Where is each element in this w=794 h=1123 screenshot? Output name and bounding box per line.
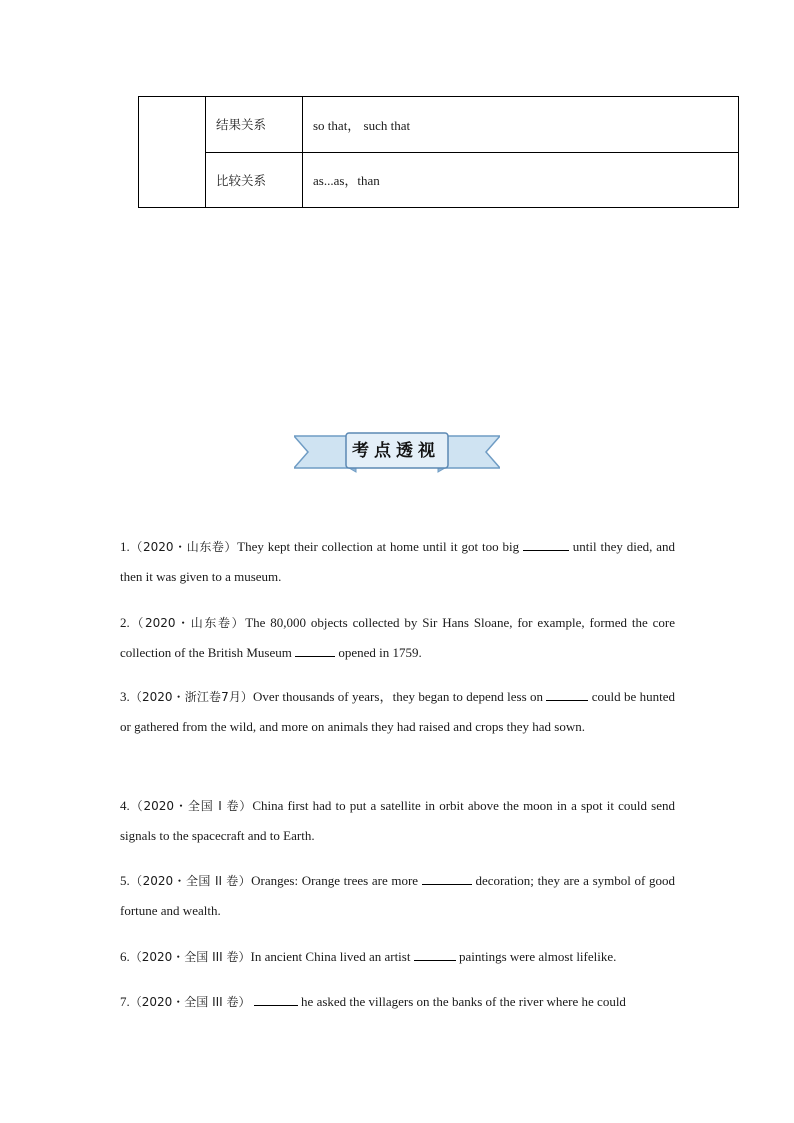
question-text: In ancient China lived an artist	[250, 949, 411, 964]
question-text: China first had to put a satellite in orbit above the moon in a spot	[252, 798, 603, 813]
question-text: The 80,000 objects collected by Sir Hans Sloane, for example, formed the core collection of the British Museum	[120, 615, 676, 660]
table-blank-cell	[139, 97, 206, 208]
words-cell: as...as，than	[303, 152, 739, 208]
question-2	[120, 608, 675, 668]
relation-cell: 比较关系	[206, 152, 303, 208]
question-text: Over thousands of years，they began to depend less on	[253, 689, 543, 704]
question-source: （2020・全国 II 卷）	[129, 874, 252, 888]
question-text: paintings were almost lifelike.	[458, 949, 617, 964]
question-number: 3.	[120, 689, 130, 704]
question-source: （2020・全国 III 卷）	[129, 995, 251, 1009]
question-5	[120, 866, 675, 926]
relation-table	[138, 96, 739, 208]
question-number: 6.	[120, 949, 130, 964]
question-number: 5.	[120, 873, 130, 888]
answer-blank[interactable]	[546, 687, 588, 701]
question-source: （2020・全国 III 卷）	[129, 950, 251, 964]
question-6	[120, 942, 675, 972]
question-text: he asked the villagers on the banks of the river where he could	[301, 994, 626, 1009]
question-text: could be hunted or gathered from the wild, and more on animals they had raised and crops they had sown.	[120, 689, 676, 734]
answer-blank[interactable]	[422, 871, 472, 885]
relation-cell: 结果关系	[206, 97, 303, 153]
question-number: 1.	[120, 539, 130, 554]
words-cell: so that， such that	[303, 97, 739, 153]
question-source: （2020・山东卷）	[129, 540, 238, 554]
question-text: They kept their collection at home until it got too big	[237, 539, 520, 554]
question-text: decoration; they are a symbol of good fortune and wealth.	[120, 873, 676, 918]
answer-blank[interactable]	[414, 947, 456, 961]
banner-title: 考点透视	[352, 441, 440, 461]
question-1	[120, 532, 675, 592]
question-7	[120, 987, 675, 1017]
table-row	[139, 97, 739, 153]
question-text: until they died, and then it was given to a museum.	[120, 539, 675, 584]
question-number: 4.	[120, 798, 130, 813]
question-3	[120, 682, 675, 742]
answer-blank[interactable]	[254, 992, 298, 1006]
question-text: Oranges: Orange trees are more	[251, 873, 419, 888]
question-number: 7.	[120, 994, 130, 1009]
question-source: （2020・全国 I 卷）	[129, 799, 253, 813]
question-number: 2.	[120, 615, 130, 630]
answer-blank[interactable]	[523, 537, 569, 551]
question-text: it could send signals to the spacecraft and to Earth.	[120, 798, 676, 843]
question-4	[120, 791, 675, 851]
question-text: opened in 1759.	[338, 645, 422, 660]
table-row	[139, 152, 739, 208]
question-source: （2020・浙江卷7月）	[129, 690, 254, 704]
answer-blank[interactable]	[295, 643, 335, 657]
question-source: （2020・山东卷）	[129, 616, 246, 630]
